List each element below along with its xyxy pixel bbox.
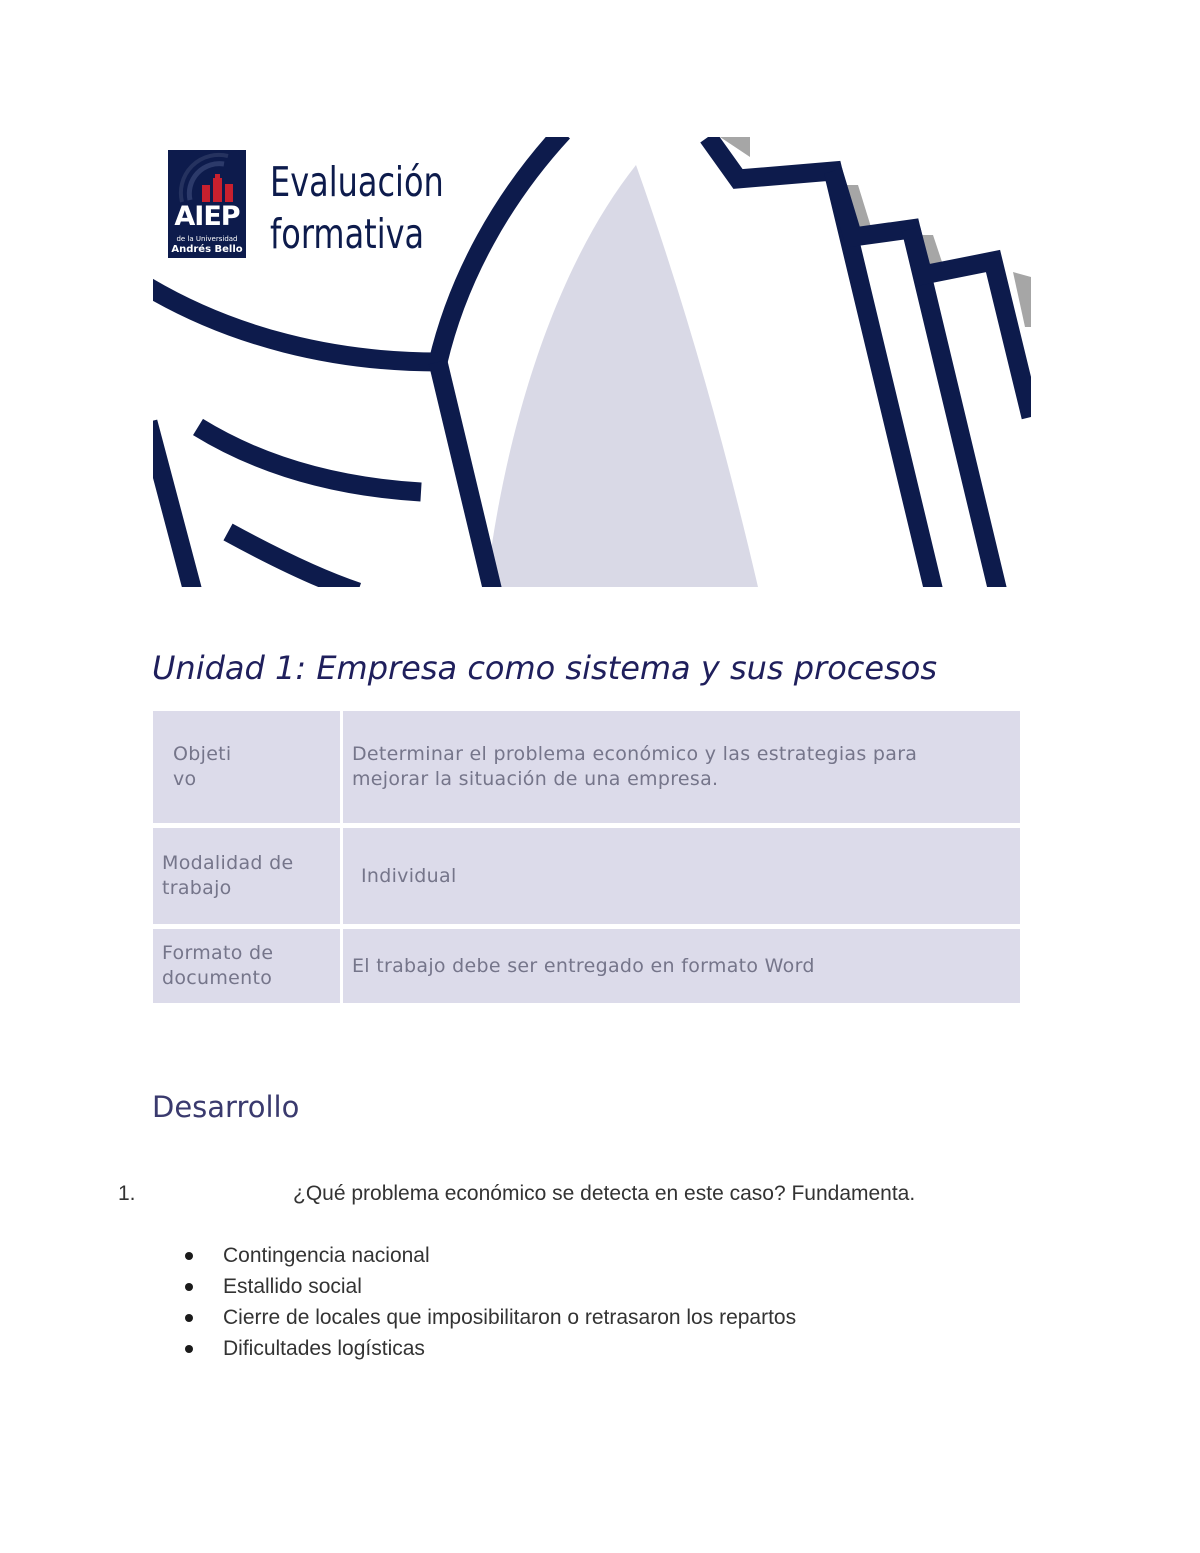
- list-item-text: Dificultades logísticas: [223, 1337, 425, 1360]
- row-value-text: Determinar el problema económico y las estrategias para mejorar la situación de una empresa.: [352, 743, 918, 790]
- inner-arc-2: [228, 532, 358, 587]
- inner-arc-1: [198, 427, 421, 492]
- row-label: [153, 929, 340, 1003]
- bullet-icon: [185, 1283, 193, 1291]
- spine-lower: [438, 362, 493, 587]
- question-number: 1.: [118, 1182, 136, 1205]
- row-value: [343, 828, 1020, 924]
- row-value: [343, 711, 1020, 823]
- row-label: [153, 828, 340, 924]
- table-row: [153, 929, 1020, 1003]
- list-item-text: Contingencia nacional: [223, 1244, 430, 1267]
- page-shape: [486, 165, 758, 587]
- banner-title-line2: formativa: [270, 210, 425, 258]
- table-row: [153, 828, 1020, 924]
- row-label-text: Formato de documento: [162, 942, 274, 989]
- logo-wordmark: AIEP: [174, 201, 240, 232]
- row-label-text: Objeti vo: [173, 743, 232, 790]
- row-label-text: Modalidad de trabajo: [162, 852, 294, 899]
- page-1: [708, 137, 934, 587]
- upper-arc: [153, 287, 438, 362]
- question-text: ¿Qué problema económico se detecta en este caso? Fundamenta.: [293, 1182, 916, 1205]
- logo-emblem-icon: [168, 150, 246, 206]
- unit-title: Unidad 1: Empresa como sistema y sus procesos: [152, 649, 937, 687]
- list-item: [185, 1333, 796, 1364]
- left-edge: [153, 422, 193, 587]
- row-label: [153, 711, 340, 823]
- row-value-text: El trabajo debe ser entregado en formato Word: [352, 954, 815, 977]
- banner-title: [270, 156, 444, 260]
- aiep-logo: [168, 150, 246, 258]
- banner-title-line1: Evaluación: [270, 158, 444, 206]
- list-item: [185, 1271, 796, 1302]
- spine-curve: [438, 137, 563, 362]
- logo-university: Andrés Bello: [171, 244, 243, 255]
- list-item-text: Estallido social: [223, 1275, 362, 1298]
- info-table: [150, 706, 1023, 1008]
- list-item: [185, 1302, 796, 1333]
- table-row: [153, 711, 1020, 823]
- list-item: [185, 1240, 796, 1271]
- logo-subtitle: de la Universidad: [176, 235, 238, 243]
- bullet-list: [185, 1240, 796, 1364]
- list-item-text: Cierre de locales que imposibilitaron o retrasaron los repartos: [223, 1306, 797, 1329]
- section-title: Desarrollo: [152, 1090, 300, 1124]
- bullet-icon: [185, 1252, 193, 1260]
- row-value-text: Individual: [361, 864, 457, 887]
- bullet-icon: [185, 1345, 193, 1353]
- bullet-icon: [185, 1314, 193, 1322]
- row-value: [343, 929, 1020, 1003]
